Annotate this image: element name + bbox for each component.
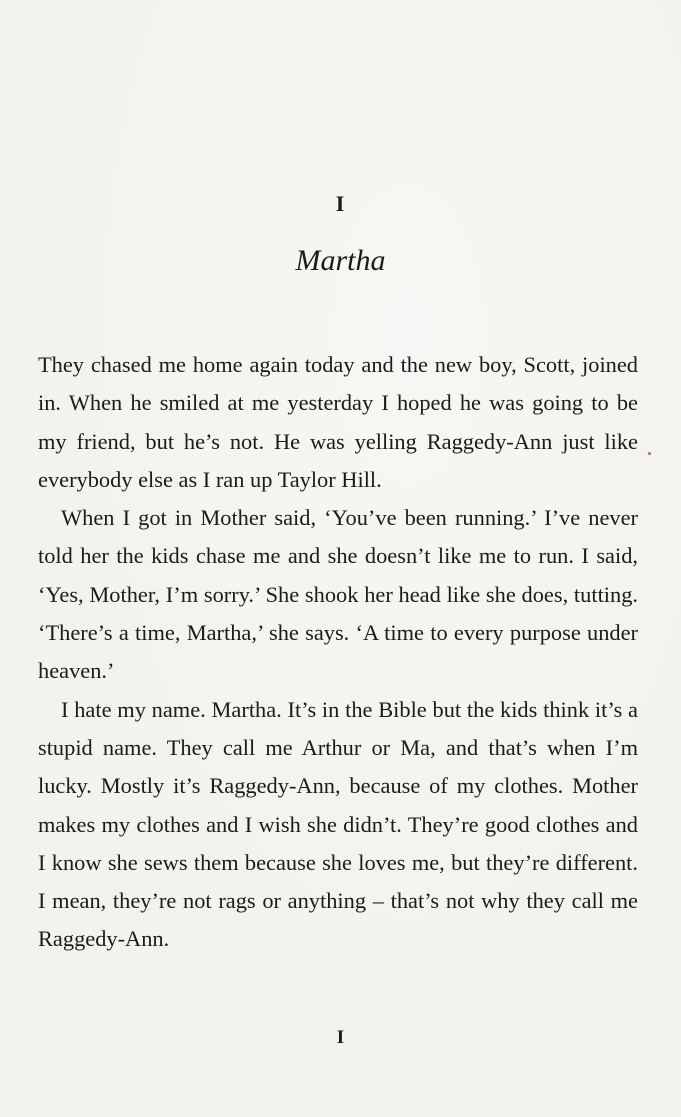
chapter-number: I xyxy=(335,191,346,216)
paragraph-1: They chased me home again today and the new boy, Scott, joined in. When he smiled at me yesterday I hoped he was going to be my friend, but he’s not. He was yelling Raggedy-Ann just like everybody else as I ran up Taylor Hill. xyxy=(38,352,638,492)
paragraph-3: I hate my name. Martha. It’s in the Bible but the kids think it’s a stupid name. They call me Arthur or Ma, and that’s when I’m lucky. Mostly it’s Raggedy-Ann, because of my clothes. Mother makes my clothes and I wish she didn’t. They’re good clothes and I know she sews them because she loves me, but they’re different. I mean, they’re not rags or anything – that’s not why they call me Raggedy-Ann. xyxy=(38,696,638,952)
page-number: I xyxy=(336,1027,345,1048)
chapter-title: Martha xyxy=(295,244,386,277)
body-text xyxy=(38,346,638,959)
show-through-texture xyxy=(36,30,644,68)
paragraph-2: When I got in Mother said, ‘You’ve been running.’ I’ve never told her the kids chase me and she doesn’t like me to run. I said, ‘Yes, Mother, I’m sorry.’ She shook her head like she does, tutting. ‘There’s a time, Martha,’ she says. ‘A time to every purpose under heaven.’ xyxy=(38,505,638,684)
paper-speck xyxy=(648,452,651,455)
